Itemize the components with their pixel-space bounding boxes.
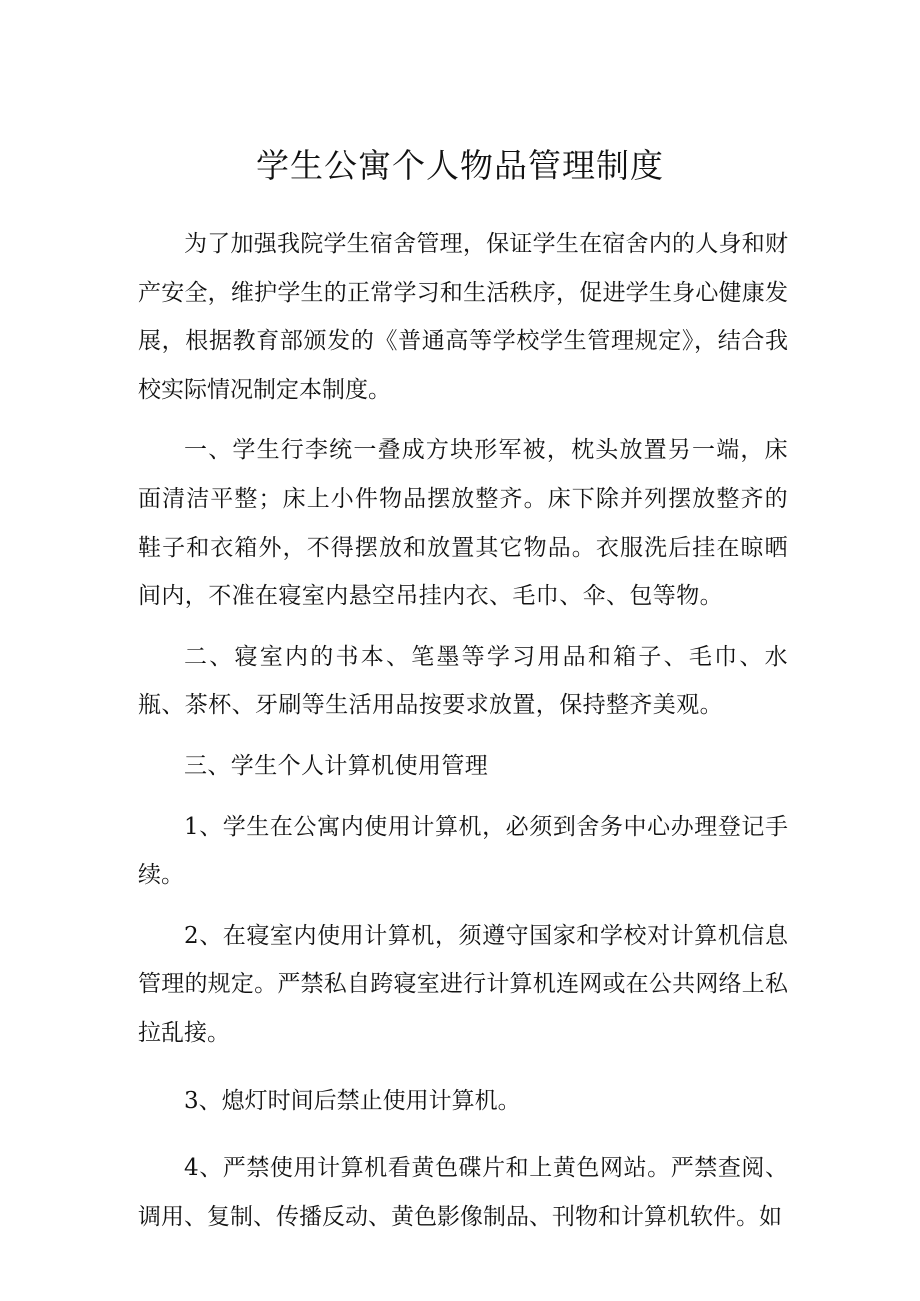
rule-1-paragraph: 一、学生行李统一叠成方块形军被，枕头放置另一端，床面清洁平整；床上小件物品摆放整齐。床下除并列摆放整齐的鞋子和衣箱外，不得摆放和放置其它物品。衣服洗后挂在晾晒间内，不准在寝室内悬空吊挂内衣、毛巾、伞、包等物。 bbox=[138, 437, 788, 610]
rule-2-paragraph: 二、寝室内的书本、笔墨等学习用品和箱子、毛巾、水瓶、茶杯、牙刷等生活用品按要求放置，保持整齐美观。 bbox=[138, 643, 788, 719]
document-body bbox=[138, 220, 788, 1241]
rule-3-item-4: 4、严禁使用计算机看黄色碟片和上黄色网站。严禁查阅、调用、复制、传播反动、黄色影像制品、刊物和计算机软件。如 bbox=[138, 1155, 788, 1230]
rule-3-item-2: 2、在寝室内使用计算机，须遵守国家和学校对计算机信息管理的规定。严禁私自跨寝室进行计算机连网或在公共网络上私拉乱接。 bbox=[138, 922, 788, 1046]
intro-paragraph: 为了加强我院学生宿舍管理，保证学生在宿舍内的人身和财产安全，维护学生的正常学习和生活秩序，促进学生身心健康发展，根据教育部颁发的《普通高等学校学生管理规定》，结合我校实际情况制定本制度。 bbox=[138, 231, 788, 403]
document-title: 学生公寓个人物品管理制度 bbox=[256, 146, 664, 185]
rule-3-item-3: 3、熄灯时间后禁止使用计算机。 bbox=[184, 1087, 521, 1114]
rule-3-item-1: 1、学生在公寓内使用计算机，必须到舍务中心办理登记手续。 bbox=[138, 813, 788, 889]
rule-3-heading: 三、学生个人计算机使用管理 bbox=[184, 752, 489, 779]
